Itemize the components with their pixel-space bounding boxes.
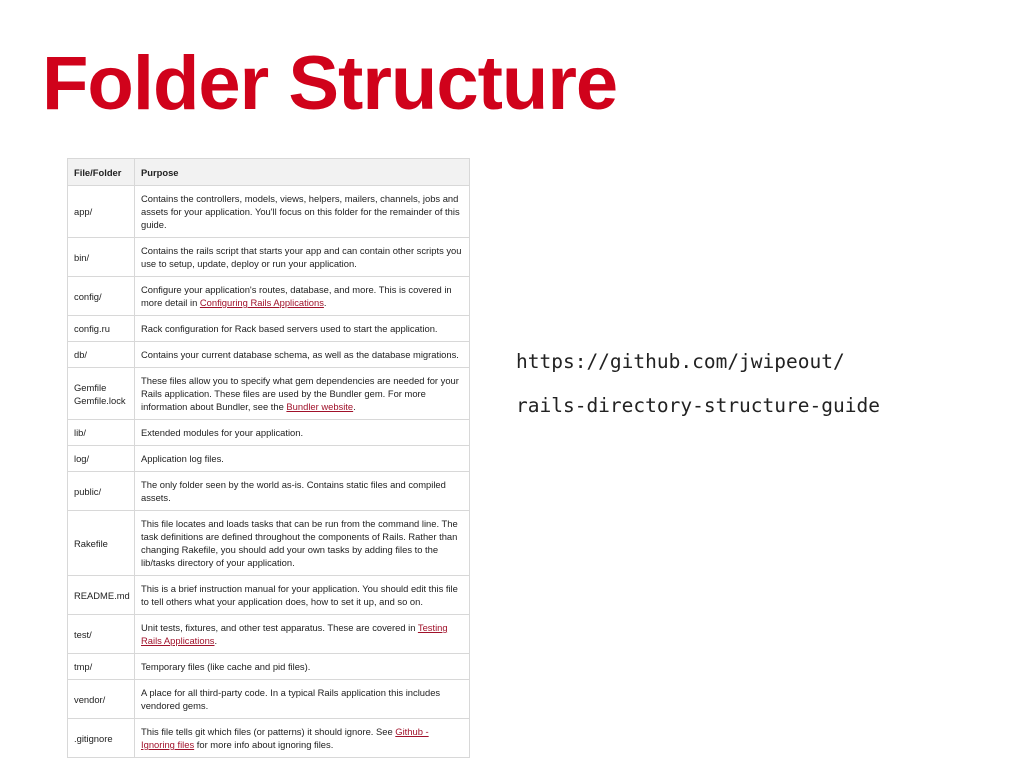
file-folder-cell (68, 446, 135, 472)
file-folder-name: tmp/ (74, 661, 93, 672)
purpose-cell (135, 511, 470, 576)
table-row (68, 654, 470, 680)
file-folder-name: README.md (74, 589, 130, 601)
table-row (68, 420, 470, 446)
table-row (68, 277, 470, 316)
purpose-text: Contains your current database schema, as well as the database migrations. (141, 349, 459, 360)
purpose-cell (135, 680, 470, 719)
file-folder-name: log/ (74, 453, 90, 464)
purpose-cell (135, 342, 470, 368)
file-folder-cell (68, 615, 135, 654)
purpose-text: . (353, 401, 356, 412)
purpose-text: These files allow you to specify what gem dependencies are needed for your Rails application. These files are used by the Bundler gem. For more information about Bundler, see the (141, 375, 459, 412)
purpose-text: This file tells git which files (or patterns) it should ignore. See (141, 726, 396, 737)
purpose-text: Unit tests, fixtures, and other test apparatus. These are covered in (141, 622, 418, 633)
file-folder-name: db/ (74, 349, 88, 360)
purpose-text: Contains the rails script that starts your app and can contain other scripts you use to setup, update, deploy or run your application. (141, 245, 462, 269)
doc-link[interactable]: Configuring Rails Applications (199, 297, 324, 308)
purpose-text: A place for all third-party code. In a typical Rails application this includes vendored gems. (141, 687, 441, 711)
purpose-text: Temporary files (like cache and pid files). (141, 661, 311, 672)
slide-title: Folder Structure (42, 41, 618, 126)
file-folder-name: Rakefile (74, 537, 108, 549)
table-row (68, 680, 470, 719)
file-folder-cell (68, 511, 135, 576)
table-row (68, 576, 470, 615)
file-folder-cell (68, 654, 135, 680)
table-header-row (68, 159, 470, 186)
table-row (68, 186, 470, 238)
purpose-cell (135, 576, 470, 615)
file-folder-name: public/ (74, 485, 102, 497)
file-folder-cell (68, 420, 135, 446)
folder-structure-table (67, 158, 470, 758)
table-row (68, 472, 470, 511)
purpose-text: Extended modules for your application. (141, 427, 304, 438)
purpose-text: Contains the controllers, models, views, helpers, mailers, channels, jobs and assets for your application. You'll focus on this folder for the remainder of this guide. (141, 193, 460, 230)
table-row (68, 238, 470, 277)
table-row (68, 511, 470, 576)
file-folder-name: Gemfile (74, 381, 107, 393)
file-folder-name: .gitignore (74, 732, 113, 744)
table-body (68, 186, 470, 758)
purpose-cell (135, 472, 470, 511)
file-folder-name: test/ (74, 628, 92, 640)
table-row (68, 719, 470, 758)
header-file-folder: File/Folder (68, 159, 135, 186)
file-folder-name: lib/ (74, 427, 86, 438)
purpose-cell (135, 615, 470, 654)
file-folder-cell (68, 277, 135, 316)
file-folder-cell (68, 680, 135, 719)
purpose-text: This is a brief instruction manual for your application. You should edit this file to tell others what your application does, how to set it up, and so on. (141, 583, 458, 607)
purpose-text: Configure your application's routes, database, and more. This is covered in more detail in (141, 284, 452, 308)
doc-link[interactable]: Github - Ignoring files (141, 726, 429, 750)
purpose-text: This file locates and loads tasks that can be run from the command line. The task definitions are defined throughout the components of Rails. Rather than changing Rakefile, you should add your own tasks by adding files to the lib/tasks directory of your application. (141, 518, 458, 568)
table-row (68, 316, 470, 342)
table-row (68, 342, 470, 368)
purpose-cell (135, 368, 470, 420)
purpose-text: . (323, 297, 327, 308)
purpose-text: The only folder seen by the world as-is. Contains static files and compiled assets. (141, 479, 446, 503)
purpose-cell (135, 316, 470, 342)
table-row (68, 368, 470, 420)
file-folder-cell (68, 576, 135, 615)
purpose-text: Rack configuration for Rack based servers used to start the application. (141, 323, 438, 334)
file-folder-cell (68, 719, 135, 758)
repo-url-line-1: https://github.com/jwipeout/ (516, 350, 845, 373)
file-folder-cell (68, 238, 135, 277)
table-row (68, 446, 470, 472)
file-folder-name: vendor/ (74, 693, 106, 705)
file-folder-cell (68, 316, 135, 342)
purpose-cell (135, 186, 470, 238)
purpose-cell (135, 420, 470, 446)
purpose-text: Application log files. (141, 453, 224, 464)
purpose-cell (135, 446, 470, 472)
file-folder-name: app/ (74, 206, 93, 217)
folder-structure-table-container (67, 158, 469, 758)
file-folder-name: config.ru (74, 323, 110, 334)
file-folder-cell (68, 342, 135, 368)
purpose-cell (135, 654, 470, 680)
purpose-text: for more info about ignoring files. (194, 739, 334, 750)
purpose-cell (135, 277, 470, 316)
file-folder-name: Gemfile.lock (74, 394, 126, 406)
purpose-cell (135, 719, 470, 758)
file-folder-name: bin/ (74, 251, 90, 263)
doc-link[interactable]: Bundler website (286, 401, 354, 412)
purpose-text: . (214, 635, 218, 646)
purpose-cell (135, 238, 470, 277)
file-folder-cell (68, 472, 135, 511)
header-purpose: Purpose (135, 159, 470, 186)
file-folder-name: config/ (74, 290, 102, 302)
file-folder-cell (68, 368, 135, 420)
repo-url-line-2: rails-directory-structure-guide (516, 394, 880, 417)
file-folder-cell (68, 186, 135, 238)
table-row (68, 615, 470, 654)
doc-link[interactable]: Testing Rails Applications (141, 622, 448, 646)
